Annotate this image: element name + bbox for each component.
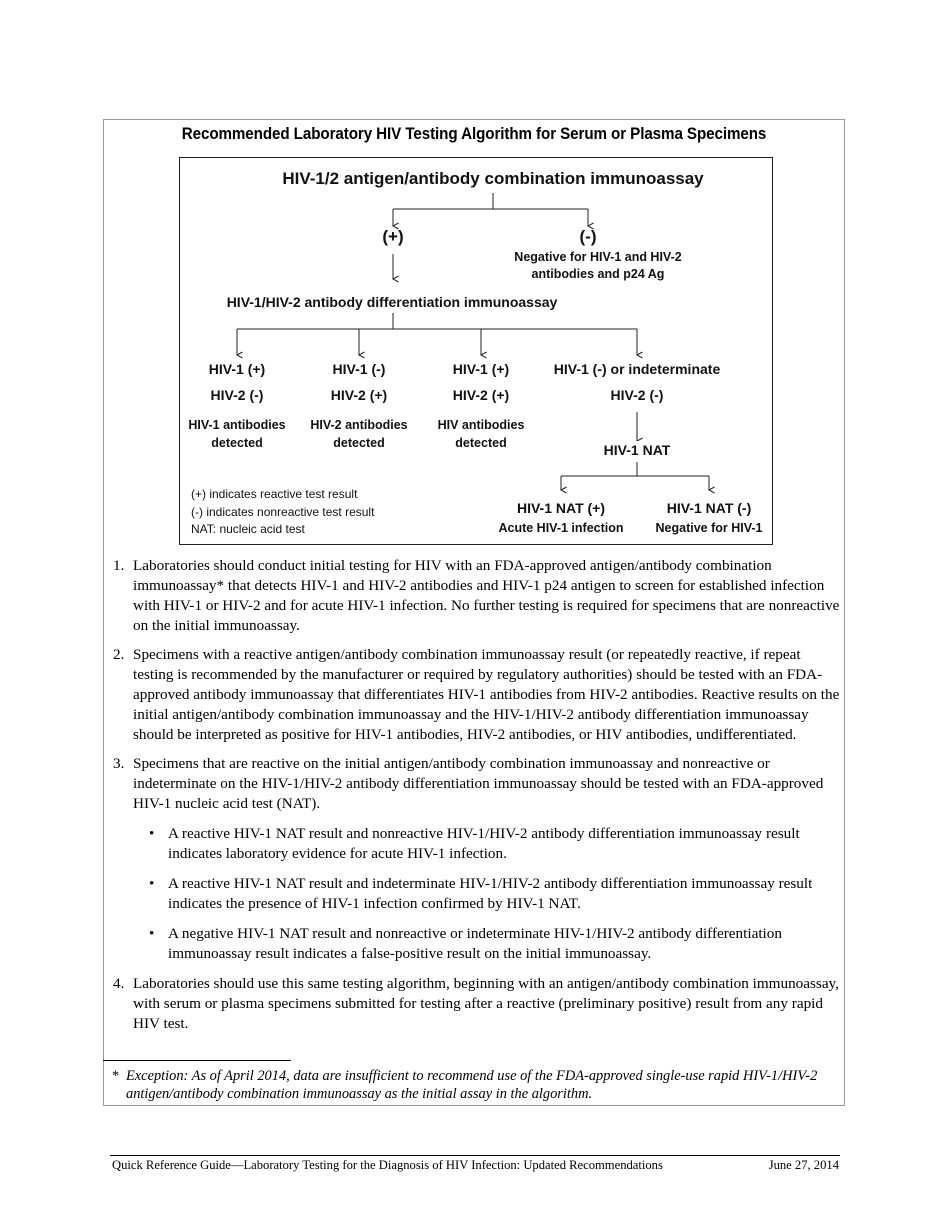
footer-divider <box>110 1155 840 1156</box>
bullet-marker: • <box>149 925 155 942</box>
outcome-2-line2: HIV-2 (+) <box>330 387 388 403</box>
legend-nonreactive: (-) indicates nonreactive test result <box>191 504 375 519</box>
footnote-mark: * <box>112 1068 120 1084</box>
bullet-text: A reactive HIV-1 NAT result and nonreactive HIV-1/HIV-2 antibody differentiation immunoassay result indicates laboratory evidence for acute HIV-1 infection. <box>168 825 800 862</box>
outcome-1-line2: HIV-2 (-) <box>210 387 264 403</box>
outcome-1-line1: HIV-1 (+) <box>208 361 266 377</box>
list-item <box>103 754 843 964</box>
outcome-3-result1: HIV antibodies <box>437 418 525 432</box>
differentiation-label: HIV-1/HIV-2 antibody differentiation immunoassay <box>226 294 558 310</box>
nat-negative-result: Negative for HIV-1 <box>655 521 763 535</box>
footer-date: June 27, 2014 <box>768 1158 839 1172</box>
nat-positive-label: HIV-1 NAT (+) <box>516 500 606 516</box>
nat-positive-result: Acute HIV-1 infection <box>498 521 624 535</box>
bullet-item <box>133 924 843 964</box>
positive-label: (+) <box>382 227 404 246</box>
sub-bullets <box>133 824 843 964</box>
nat-label: HIV-1 NAT <box>603 442 671 458</box>
list-number: 1. <box>113 557 125 574</box>
footnote-text: Exception: As of April 2014, data are insufficient to recommend use of the FDA-approved single-use rapid HIV-1/HIV-2 antigen/antibody combination immunoassay as the initial assay in the algorithm. <box>126 1068 818 1102</box>
legend-nat: NAT: nucleic acid test <box>191 522 305 536</box>
list-item <box>103 974 843 1034</box>
outcome-3-result2: detected <box>455 436 507 450</box>
list-number: 4. <box>113 975 125 992</box>
legend-reactive: (+) indicates reactive test result <box>191 487 358 501</box>
outcome-1-result1: HIV-1 antibodies <box>188 418 286 432</box>
recommendations-list <box>103 556 843 1043</box>
footnote <box>112 1067 834 1103</box>
footer-title: Quick Reference Guide—Laboratory Testing for the Diagnosis of HIV Infection: Updated Recommendations <box>112 1158 663 1172</box>
outcome-3-line1: HIV-1 (+) <box>452 361 510 377</box>
list-number: 2. <box>113 646 125 663</box>
negative-result-line1: Negative for HIV-1 and HIV-2 <box>514 250 682 264</box>
negative-result-line2: antibodies and p24 Ag <box>531 267 665 281</box>
outcome-4-line1: HIV-1 (-) or indeterminate <box>553 361 721 377</box>
bullet-text: A negative HIV-1 NAT result and nonreactive or indeterminate HIV-1/HIV-2 antibody differentiation immunoassay result indicates a false-positive result on the initial immunoassay. <box>168 925 782 962</box>
outcome-2-line1: HIV-1 (-) <box>332 361 386 377</box>
figure-legend <box>191 486 374 539</box>
list-text: Laboratories should use this same testing algorithm, beginning with an antigen/antibody combination immunoassay, with serum or plasma specimens submitted for testing after a reactive (preliminary positive) result from any rapid HIV test. <box>133 975 839 1032</box>
negative-label: (-) <box>579 227 597 246</box>
bullet-marker: • <box>149 825 155 842</box>
bullet-item <box>133 874 843 914</box>
outcome-2-result2: detected <box>333 436 385 450</box>
figure-title: Recommended Laboratory HIV Testing Algorithm for Serum or Plasma Specimens <box>181 125 767 143</box>
top-test-label: HIV-1/2 antigen/antibody combination immunoassay <box>282 169 704 188</box>
bullet-marker: • <box>149 875 155 892</box>
list-number: 3. <box>113 755 125 772</box>
outcome-1-result2: detected <box>211 436 263 450</box>
footnote-divider <box>103 1060 291 1061</box>
list-text: Specimens with a reactive antigen/antibody combination immunoassay result (or repeatedly reactive, if repeat testing is recommended by the manufacturer or required by regulatory authorities) should be tested with an FDA-approved antibody immunoassay that differentiates HIV-1 antibodies from HIV-2 antibodies. Reactive results on the initial antigen/antibody combination immunoassay and the HIV-1/HIV-2 antibody differentiation immunoassay should be interpreted as positive for HIV-1 antibodies, HIV-2 antibodies, or HIV antibodies, undifferentiated. <box>133 646 840 743</box>
list-text: Specimens that are reactive on the initial antigen/antibody combination immunoassay and nonreactive or indeterminate on the HIV-1/HIV-2 antibody differentiation immunoassay should be tested with an FDA-approved HIV-1 nucleic acid test (NAT). <box>133 755 824 812</box>
bullet-item <box>133 824 843 864</box>
list-item <box>103 556 843 636</box>
outcome-2-result1: HIV-2 antibodies <box>310 418 408 432</box>
list-item <box>103 645 843 745</box>
list-text: Laboratories should conduct initial testing for HIV with an FDA-approved antigen/antibody combination immunoassay* that detects HIV-1 and HIV-2 antibodies and HIV-1 p24 antigen to screen for established infection with HIV-1 or HIV-2 and for acute HIV-1 infection. No further testing is required for specimens that are nonreactive on the initial immunoassay. <box>133 557 840 634</box>
bullet-text: A reactive HIV-1 NAT result and indeterminate HIV-1/HIV-2 antibody differentiation immunoassay result indicates the presence of HIV-1 infection confirmed by HIV-1 NAT. <box>168 875 813 912</box>
nat-negative-label: HIV-1 NAT (-) <box>666 500 752 516</box>
outcome-4-line2: HIV-2 (-) <box>610 387 664 403</box>
outcome-3-line2: HIV-2 (+) <box>452 387 510 403</box>
